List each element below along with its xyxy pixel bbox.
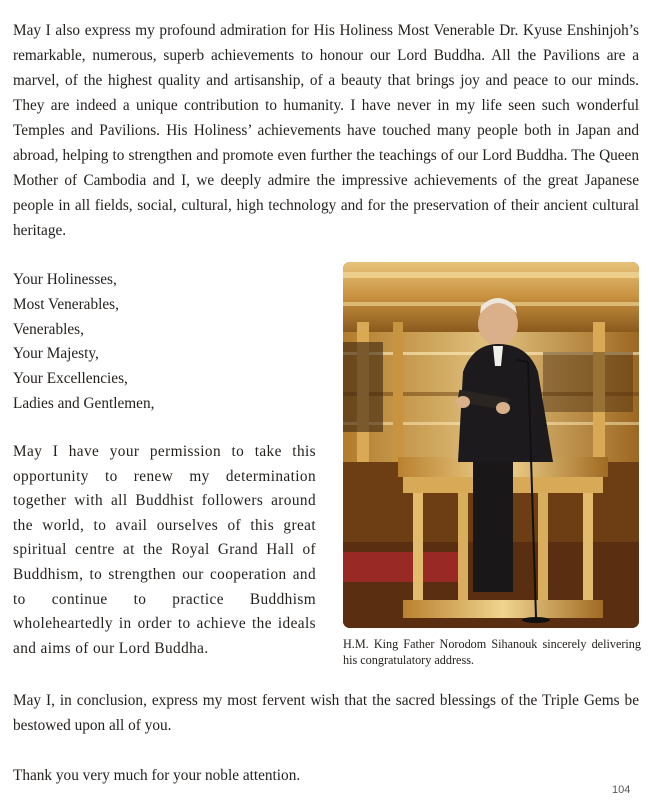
- page-number: 104: [612, 784, 631, 796]
- salutation-line: Most Venerables,: [13, 295, 119, 313]
- salutation-line: Ladies and Gentlemen,: [13, 394, 155, 412]
- salutation-line: Your Holinesses,: [13, 271, 117, 288]
- salutation-line: Venerables,: [13, 320, 84, 338]
- paragraph-conclusion: May I, in conclusion, express my most fervent wish that the sacred blessings of the Triple Gems be bestowed upon all of you.: [13, 692, 639, 734]
- photo-caption: H.M. King Father Norodom Sihanouk sincerely delivering his congratulatory address.: [343, 637, 641, 667]
- salutation-list: [13, 268, 154, 417]
- ceremony-photo: [343, 262, 639, 628]
- salutation-line: Your Excellencies,: [13, 370, 128, 388]
- paragraph-thanks: Thank you very much for your noble attention.: [13, 767, 301, 784]
- paragraph-permission: May I have your permission to take this opportunity to renew my determination together with all Buddhist followers around the world, to avail ourselves of this great spiritual centre at the Royal Grand Hall of Buddhism, to strengthen our cooperation and to continue to practice Buddhism wholeheartedly in order to achieve the ideals and aims of our Lord Buddha.: [13, 443, 316, 657]
- paragraph-admiration: May I also express my profound admiration for His Holiness Most Venerable Dr. Kyuse Enshinjoh’s remarkable, numerous, superb achievements to honour our Lord Buddha. All the Pavilions are a marvel, of the highest quality and artisanship, of a beauty that brings joy and peace to our minds. They are indeed a unique contribution to humanity. I have never in my life seen such wonderful Temples and Pavilions. His Holiness’ achievements have touched many people both in Japan and abroad, helping to strengthen and promote even further the teachings of our Lord Buddha. The Queen Mother of Cambodia and I, we deeply admire the impressive achievements of the great Japanese people in all fields, social, cultural, high technology and for the preservation of their ancient cultural heritage.: [13, 22, 639, 239]
- salutation-line: Your Majesty,: [13, 345, 99, 363]
